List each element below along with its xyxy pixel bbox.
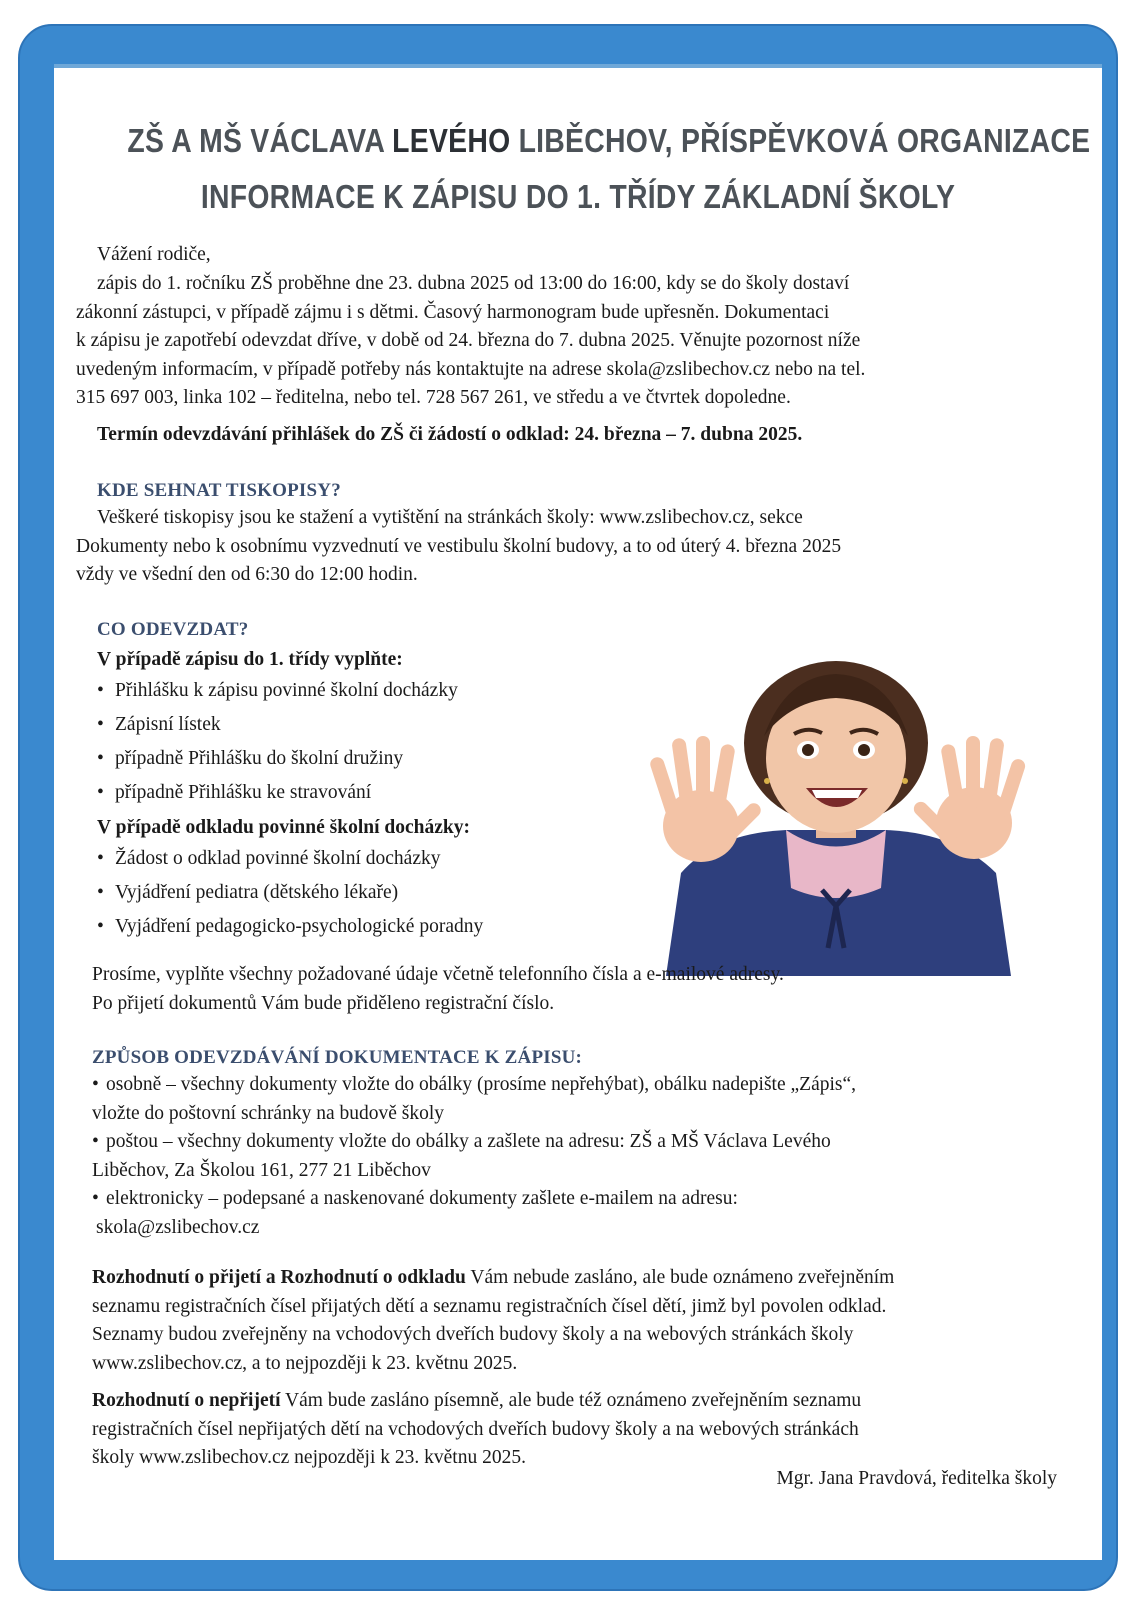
decision-accept-bold: Rozhodnutí o přijetí a Rozhodnutí o odkladu xyxy=(92,1267,466,1288)
note-line: Po přijetí dokumentů Vám bude přiděleno registrační číslo. xyxy=(92,992,555,1014)
intro-line: k zápisu je zapotřebí odevzdat dříve, v době od 24. března do 7. dubna 2025. Věnujte pozornost níže xyxy=(76,330,861,351)
decision-accept-paragraph xyxy=(92,1264,1082,1378)
list-item: • případně Přihlášku ke stravování xyxy=(97,776,617,810)
method-item-continuation: vložte do poštovní schránky na budově školy xyxy=(92,1102,445,1124)
decision-reject-paragraph xyxy=(92,1387,1082,1473)
document-title-line1 xyxy=(127,122,1091,160)
decision-line: seznamu registračních čísel přijatých dětí a seznamu registračních čísel dětí, jimž byl povolen odklad. xyxy=(92,1295,887,1317)
enrol-list xyxy=(97,674,617,810)
child-photo xyxy=(636,658,1042,976)
method-item-electronic: • elektronicky – podepsané a naskenované dokumenty zašlete e-mailem na adresu: xyxy=(92,1185,1082,1214)
defer-list xyxy=(97,842,637,944)
decision-reject-bold: Rozhodnutí o nepřijetí xyxy=(92,1390,281,1411)
title-part-c: LIBĚCHOV, PŘÍSPĚVKOVÁ ORGANIZACE xyxy=(510,122,1091,159)
list-item: • Přihlášku k zápisu povinné školní docházky xyxy=(97,674,617,708)
method-list xyxy=(92,1071,1082,1242)
enrol-subheading: V případě zápisu do 1. třídy vyplňte: xyxy=(97,649,403,670)
fill-note xyxy=(92,961,784,1018)
greeting: Vážení rodiče, xyxy=(97,244,211,265)
method-item-post: • poštou – všechny dokumenty vložte do obálky a zašlete na adresu: ZŠ a MŠ Václava Levého xyxy=(92,1128,1082,1157)
decision-line: Seznamy budou zveřejněny na vchodových dveřích budovy školy a na webových stránkách školy xyxy=(92,1324,854,1345)
forms-line: vždy ve všední den od 6:30 do 12:00 hodin. xyxy=(76,564,418,585)
forms-paragraph xyxy=(76,504,1080,590)
intro-line: 315 697 003, linka 102 – ředitelna, nebo tel. 728 567 261, ve středu a ve čtvrtek dopoledne. xyxy=(76,387,791,408)
list-item: • Vyjádření pediatra (dětského lékaře) xyxy=(97,876,637,910)
decision-line xyxy=(92,1264,1082,1293)
list-item: • Vyjádření pedagogicko-psychologické poradny xyxy=(97,910,637,944)
decision-line xyxy=(92,1387,1082,1416)
list-item: • Žádost o odklad povinné školní docházky xyxy=(97,842,637,876)
section-heading-method: ZPŮSOB ODEVZDÁVÁNÍ DOKUMENTACE K ZÁPISU: xyxy=(92,1047,583,1068)
defer-subheading: V případě odkladu povinné školní docházky: xyxy=(97,817,470,838)
section-heading-forms: KDE SEHNAT TISKOPISY? xyxy=(97,480,341,501)
intro-line: zákonní zástupci, v případě zájmu i s dětmi. Časový harmonogram bude upřesněn. Dokumentaci xyxy=(76,301,830,323)
title-part-b: LEVÉHO xyxy=(392,122,511,159)
document-title-line2: INFORMACE K ZÁPISU DO 1. TŘÍDY ZÁKLADNÍ ŠKOLY xyxy=(200,178,956,215)
forms-line: Veškeré tiskopisy jsou ke stažení a vytištění na stránkách školy: www.zslibechov.cz, sekce xyxy=(97,507,803,528)
note-line: Prosíme, vyplňte všechny požadované údaje včetně telefonního čísla a e-mailové adresy. xyxy=(92,964,784,985)
decision-line: www.zslibechov.cz, a to nejpozději k 23. květnu 2025. xyxy=(92,1352,518,1374)
list-item: • Zápisní lístek xyxy=(97,708,617,742)
intro-line: zápis do 1. ročníku ZŠ proběhne dne 23. dubna 2025 od 13:00 do 16:00, kdy se do školy dostaví xyxy=(97,273,850,294)
document-sheet xyxy=(54,64,1102,1560)
intro-line: uvedeným informacím, v případě potřeby nás kontaktujte na adrese skola@zslibechov.cz nebo na tel. xyxy=(76,358,866,380)
deadline-note: Termín odevzdávání přihlášek do ZŠ či žádostí o odklad: 24. března – 7. dubna 2025. xyxy=(97,424,803,445)
page-frame xyxy=(18,24,1118,1591)
decision-line: školy www.zslibechov.cz nejpozději k 23. květnu 2025. xyxy=(92,1447,526,1468)
decision-line: registračních čísel nepřijatých dětí na vchodových dveřích budovy školy a na webových stránkách xyxy=(92,1418,859,1440)
forms-line: Dokumenty nebo k osobnímu vyzvednutí ve vestibulu školní budovy, a to od úterý 4. března 2025 xyxy=(76,535,842,557)
method-item-continuation: Liběchov, Za Školou 161, 277 21 Liběchov xyxy=(92,1159,431,1181)
method-item-personal: • osobně – všechny dokumenty vložte do obálky (prosíme nepřehýbat), obálku nadepište „Zápis“, xyxy=(92,1071,1082,1100)
signature: Mgr. Jana Pravdová, ředitelka školy xyxy=(776,1468,1057,1489)
method-item-continuation: skola@zslibechov.cz xyxy=(96,1216,260,1238)
section-heading-submit: CO ODEVZDAT? xyxy=(97,619,249,640)
decision-reject-rest: Vám bude zasláno písemně, ale bude též oznámeno zveřejněním seznamu xyxy=(280,1390,862,1411)
list-item: • případně Přihlášku do školní družiny xyxy=(97,742,617,776)
title-part-a: ZŠ A MŠ VÁCLAVA xyxy=(127,122,393,159)
intro-paragraph xyxy=(76,270,1080,413)
decision-accept-rest: Vám nebude zasláno, ale bude oznámeno zveřejněním xyxy=(465,1267,895,1288)
